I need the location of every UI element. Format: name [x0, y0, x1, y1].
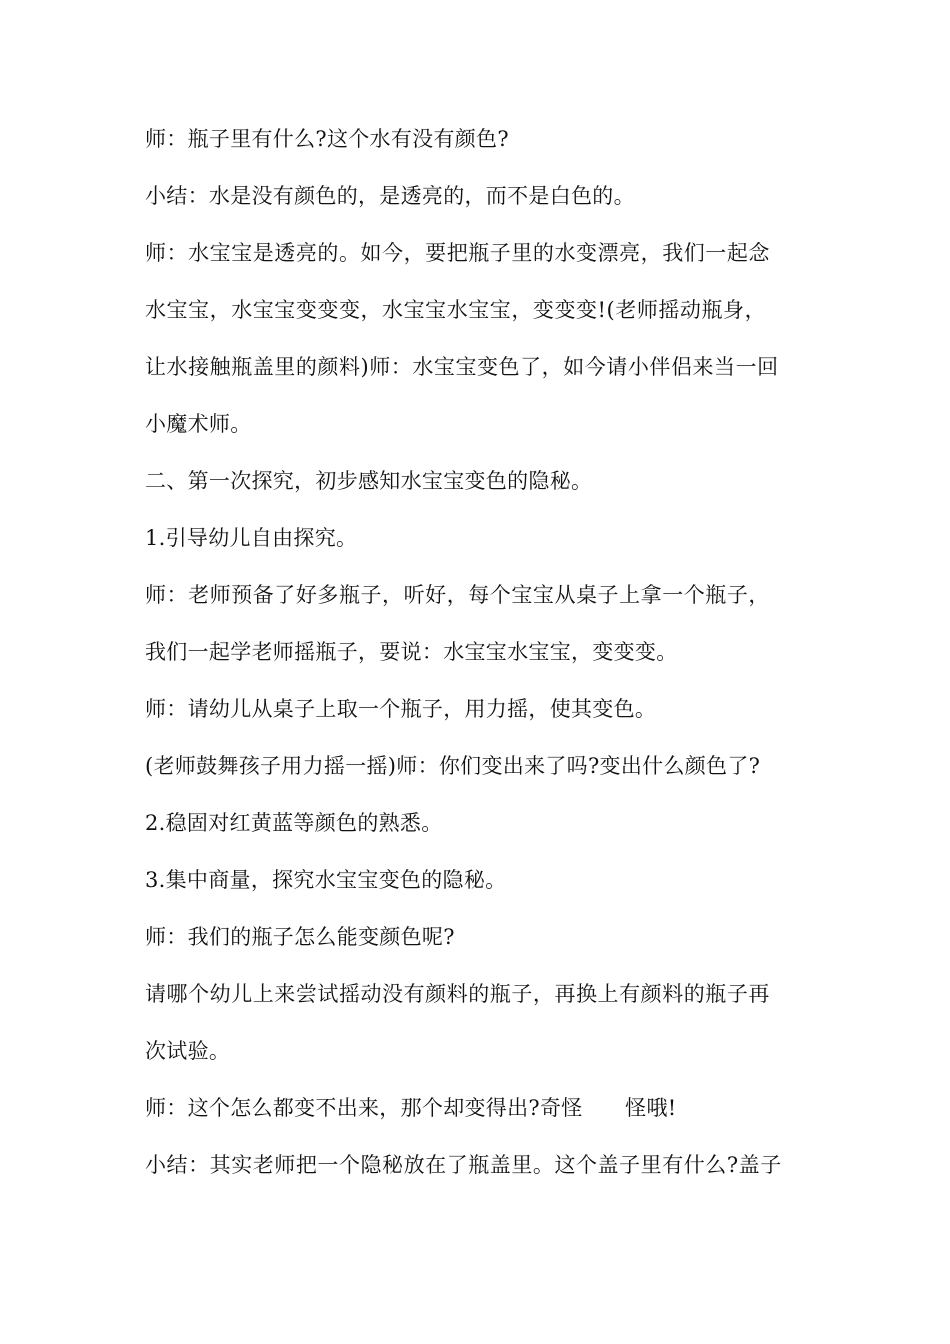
- text-line-17: 次试验。: [145, 1039, 231, 1063]
- text-line-2: 小结：水是没有颜色的，是透亮的，而不是白色的。: [145, 184, 635, 208]
- document-body: [145, 127, 810, 1210]
- text-line-6: 小魔术师。: [145, 412, 252, 436]
- text-line-13: 2.稳固对红黄蓝等颜色的熟悉。: [145, 811, 443, 835]
- text-line-12: (老师鼓舞孩子用力摇一摇)师：你们变出来了吗?变出什么颜色了?: [145, 754, 761, 778]
- text-line-1: 师：瓶子里有什么?这个水有没有颜色?: [145, 127, 509, 151]
- text-line-10: 我们一起学老师摇瓶子，要说：水宝宝水宝宝，变变变。: [145, 640, 678, 664]
- text-line-19: 小结：其实老师把一个隐秘放在了瓶盖里。这个盖子里有什么?盖子: [145, 1153, 782, 1177]
- text-line-8: 1.引导幼儿自由探究。: [145, 526, 358, 550]
- text-line-18: 师：这个怎么都变不出来，那个却变得出?奇怪 怪哦!: [145, 1096, 677, 1120]
- text-line-11: 师：请幼儿从桌子上取一个瓶子，用力摇，使其变色。: [145, 697, 657, 721]
- section-heading: 二、第一次探究，初步感知水宝宝变色的隐秘。: [145, 469, 593, 493]
- text-line-4: 水宝宝，水宝宝变变变，水宝宝水宝宝，变变变!(老师摇动瓶身，: [145, 298, 767, 322]
- text-line-14: 3.集中商量，探究水宝宝变色的隐秘。: [145, 868, 507, 892]
- text-line-15: 师：我们的瓶子怎么能变颜色呢?: [145, 925, 455, 949]
- text-line-5: 让水接触瓶盖里的颜料)师：水宝宝变色了，如今请小伴侣来当一回: [145, 355, 779, 379]
- text-line-16: 请哪个幼儿上来尝试摇动没有颜料的瓶子，再换上有颜料的瓶子再: [145, 982, 770, 1006]
- text-line-9: 师：老师预备了好多瓶子，听好，每个宝宝从桌子上拿一个瓶子，: [145, 583, 770, 607]
- text-line-3: 师：水宝宝是透亮的。如今，要把瓶子里的水变漂亮，我们一起念: [145, 241, 770, 265]
